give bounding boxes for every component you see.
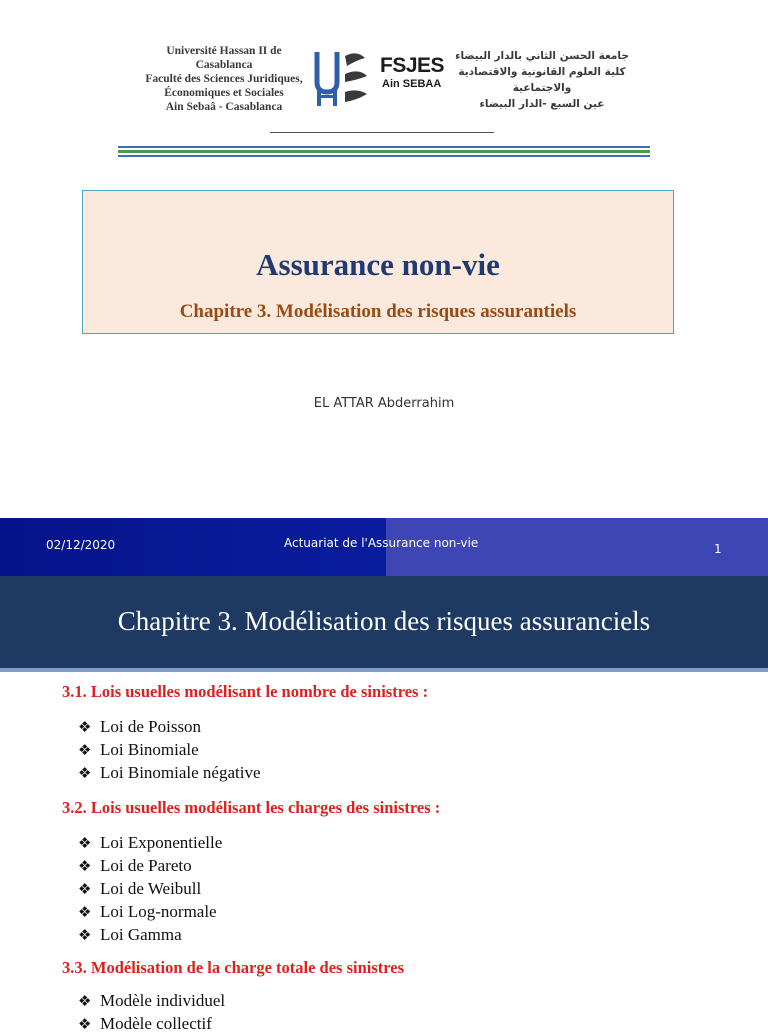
list-item: ❖ Modèle collectif	[78, 1014, 212, 1033]
list-item: ❖ Loi Binomiale	[78, 740, 199, 759]
list-item: ❖ Loi de Weibull	[78, 879, 202, 898]
header-divider	[270, 132, 494, 133]
decorative-band	[118, 155, 650, 157]
decorative-band	[118, 146, 650, 148]
section-heading: 3.2. Lois usuelles modélisant les charges des sinistres :	[62, 798, 441, 817]
section-heading: 3.3. Modélisation de la charge totale des sinistres	[62, 958, 405, 977]
decorative-band	[118, 150, 650, 153]
slide-header	[0, 576, 768, 672]
list-item: ❖ Loi Exponentielle	[78, 833, 223, 852]
university-name-fr: Université Hassan II de Casablanca Faculté des Sciences Juridiques, Économiques et Sociales Ain Sebaâ - Casablanca	[145, 45, 303, 113]
diamond-bullet-icon: ❖	[78, 903, 92, 921]
list-item: ❖ Loi Gamma	[78, 925, 182, 944]
university-logo-icon	[313, 48, 371, 108]
diamond-bullet-icon: ❖	[78, 741, 92, 759]
diamond-bullet-icon: ❖	[78, 926, 92, 944]
footer-course-title: Actuariat de l'Assurance non-vie	[284, 536, 479, 550]
list-item: ❖ Loi Binomiale négative	[78, 763, 261, 782]
university-name-ar: جامعة الحسن الثاني بالدار البيضاء كلية العلوم القانونية والاقتصادية والاجتماعية عين السبع -الدار البيضاء	[455, 50, 629, 110]
diamond-bullet-icon: ❖	[78, 764, 92, 782]
fsjes-logo: FSJES Ain SEBAA	[380, 54, 445, 90]
diamond-bullet-icon: ❖	[78, 880, 92, 898]
diamond-bullet-icon: ❖	[78, 718, 92, 736]
list-item: ❖ Loi de Pareto	[78, 856, 192, 875]
diamond-bullet-icon: ❖	[78, 857, 92, 875]
section-heading: 3.1. Lois usuelles modélisant le nombre de sinistres :	[62, 682, 429, 701]
footer-date: 02/12/2020	[46, 538, 116, 552]
content-slide	[0, 576, 768, 1033]
slide-title: Chapitre 3. Modélisation des risques assuranciels	[117, 606, 651, 636]
diamond-bullet-icon: ❖	[78, 1015, 92, 1033]
author-name: EL ATTAR Abderrahim	[313, 396, 455, 411]
slide-footer	[0, 518, 768, 576]
list-item: ❖ Modèle individuel	[78, 991, 226, 1010]
diamond-bullet-icon: ❖	[78, 992, 92, 1010]
footer-page-number: 1	[714, 542, 722, 556]
diamond-bullet-icon: ❖	[78, 834, 92, 852]
list-item: ❖ Loi Log-normale	[78, 902, 217, 921]
slide-title: Assurance non-vie	[256, 247, 500, 282]
slide-subtitle: Chapitre 3. Modélisation des risques assurantiels	[179, 301, 577, 322]
list-item: ❖ Loi de Poisson	[78, 717, 202, 736]
title-box	[82, 190, 674, 334]
